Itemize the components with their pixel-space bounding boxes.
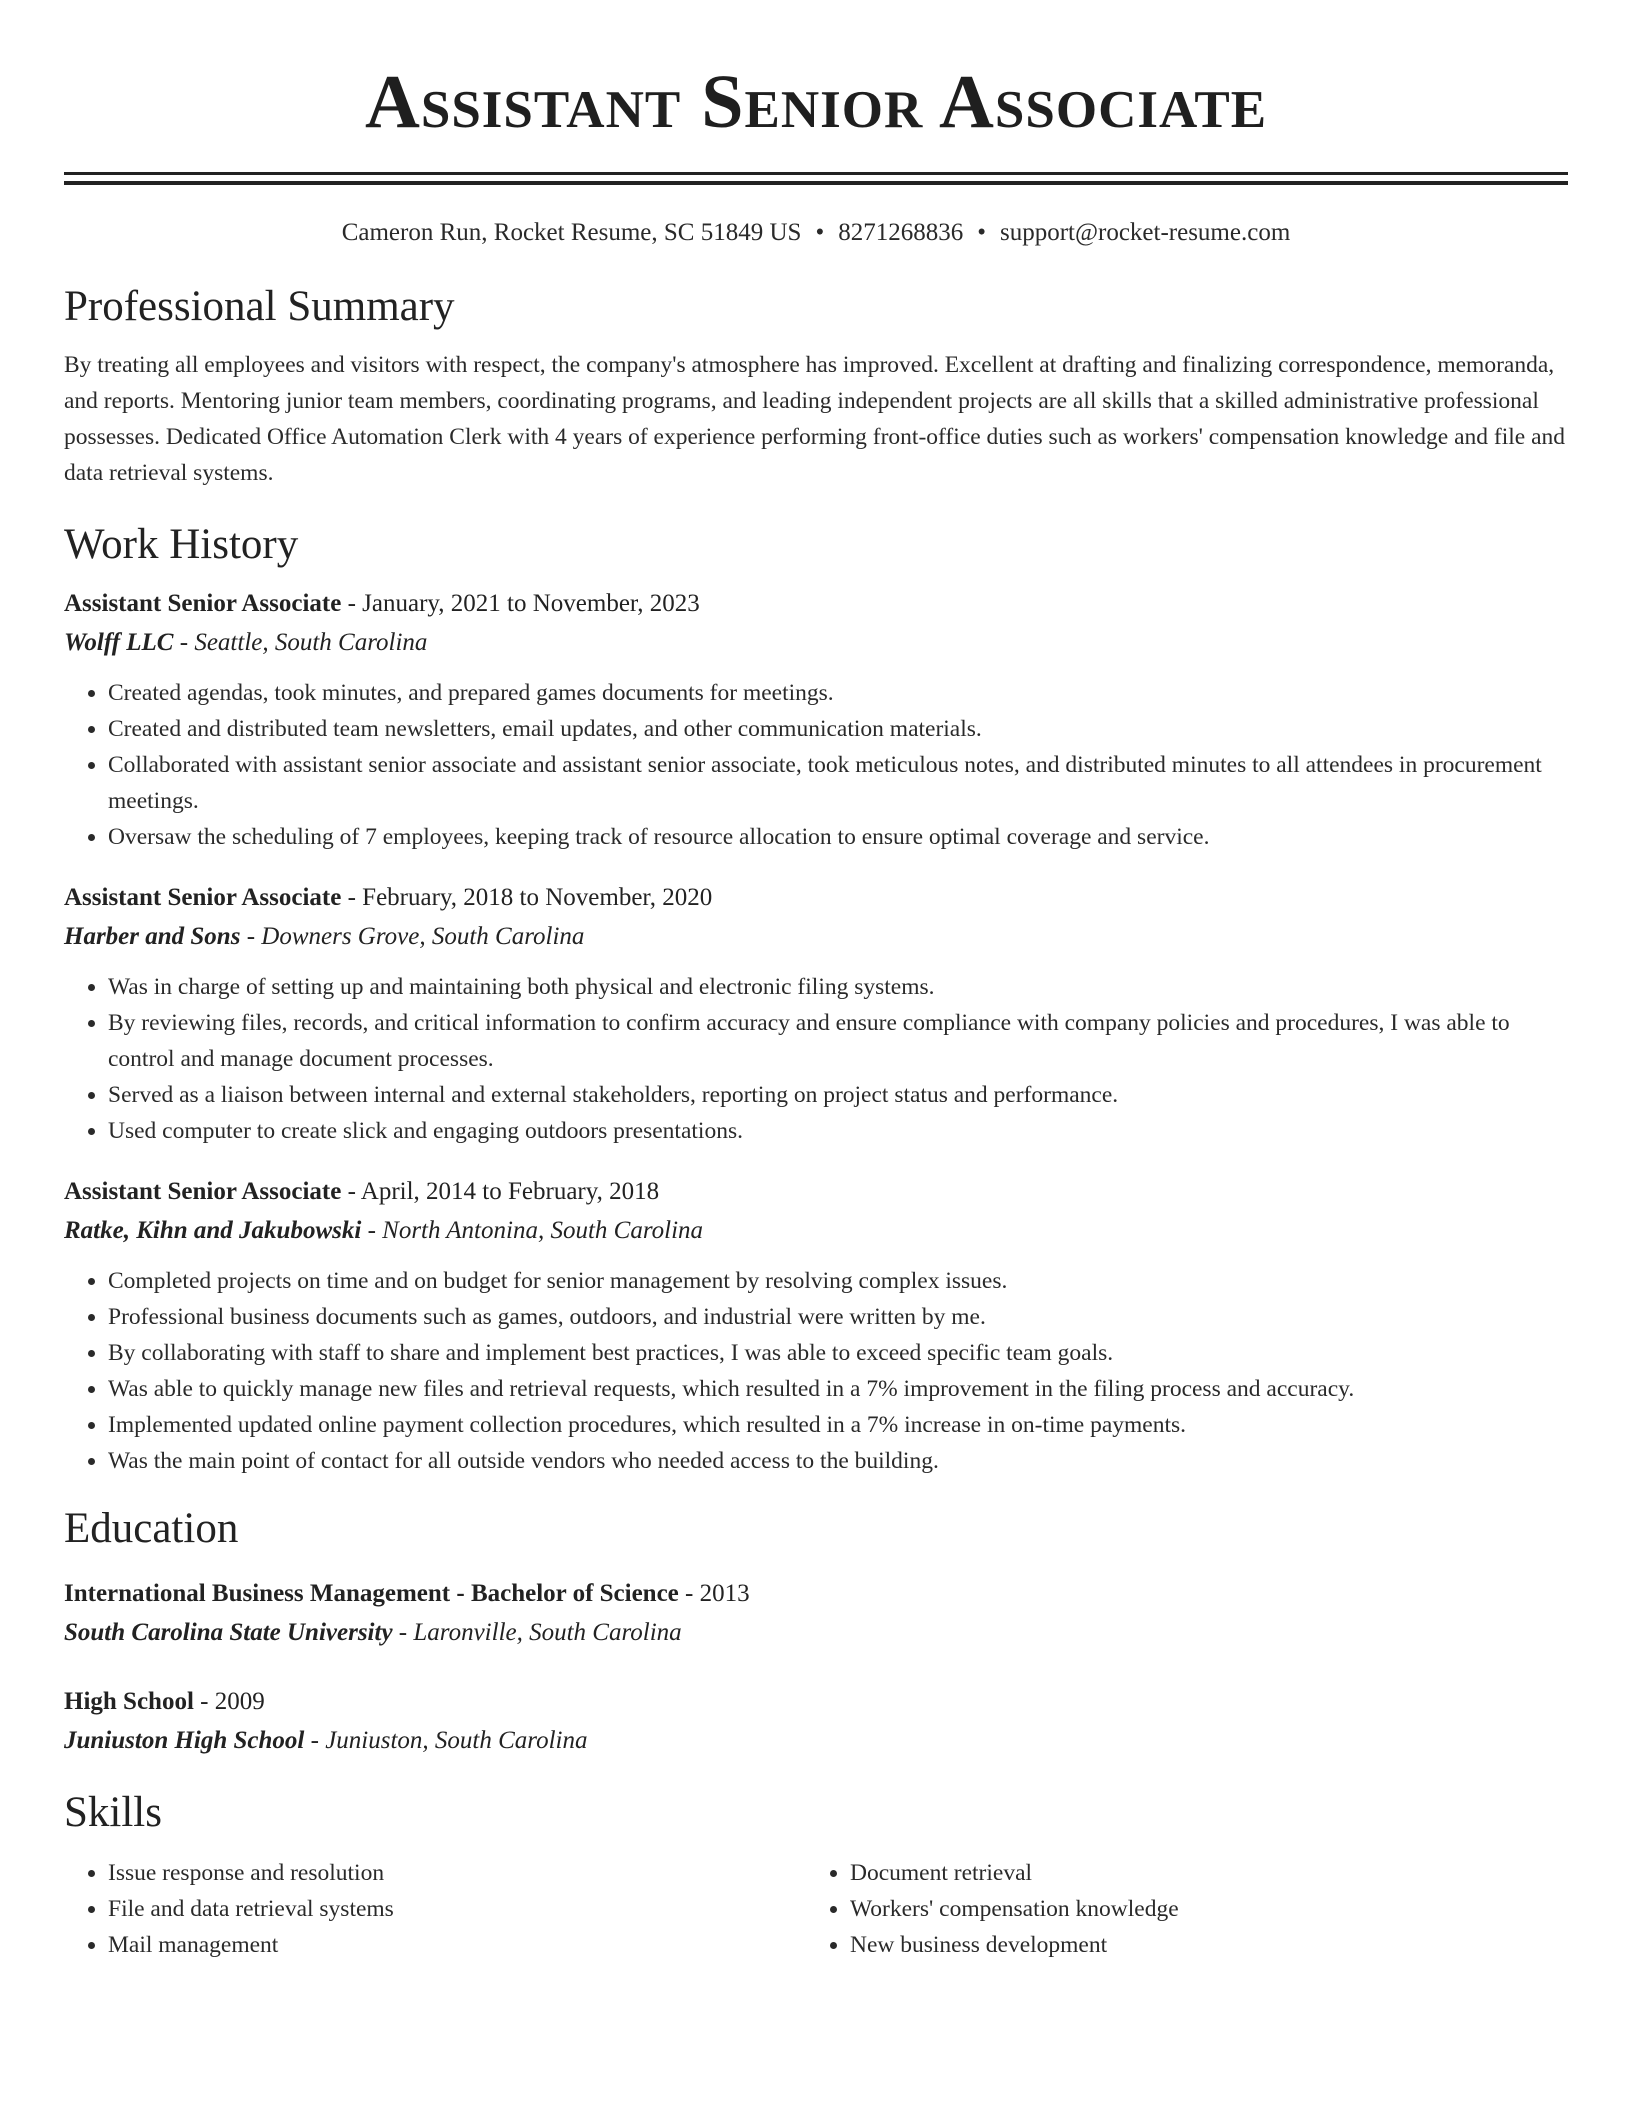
skills-column-right: [806, 1855, 1548, 1963]
skills-list: [64, 1855, 806, 1963]
contact-separator: •: [977, 219, 986, 246]
title-divider: [64, 172, 1568, 185]
school-line: [64, 1721, 1568, 1761]
degree-line: [64, 1683, 1568, 1721]
resume-title: Assistant Senior Associate: [364, 60, 1268, 144]
contact-email: support@rocket-resume.com: [999, 219, 1291, 246]
job-title-line: [64, 585, 1568, 623]
company-name: Harber and Sons: [64, 923, 241, 950]
skills-heading: Skills: [64, 1789, 162, 1836]
degree-name: High School: [64, 1688, 194, 1715]
skill-item: • Issue response and resolution: [108, 1855, 806, 1891]
job-bullet: • Implemented updated online payment collection procedures, which resulted in a 7% increase in on-time payments.: [108, 1407, 1568, 1443]
skill-item: • File and data retrieval systems: [108, 1891, 806, 1927]
job-bullet: • Created agendas, took minutes, and prepared games documents for meetings.: [108, 675, 1568, 711]
company-line: [64, 1211, 1568, 1251]
job-entry: [64, 879, 1568, 1149]
contact-line: [64, 213, 1568, 253]
degree-line: [64, 1575, 1568, 1613]
education-entry: [64, 1575, 1568, 1653]
company-name: Wolff LLC: [64, 629, 174, 656]
summary-heading: Professional Summary: [64, 283, 455, 330]
job-bullet: • By reviewing files, records, and critical information to confirm accuracy and ensure compliance with company policies and procedures, I was able to control and manage document processes.: [108, 1005, 1568, 1077]
skill-item: • New business development: [850, 1927, 1548, 1963]
skills-list: [806, 1855, 1548, 1963]
school-line: [64, 1613, 1568, 1653]
school-location: - Laronville, South Carolina: [392, 1619, 682, 1646]
job-bullet: • Used computer to create slick and engaging outdoors presentations.: [108, 1113, 1568, 1149]
job-bullet: • Professional business documents such as games, outdoors, and industrial were written by me.: [108, 1299, 1568, 1335]
graduation-year: - 2013: [678, 1580, 750, 1607]
education-entry: [64, 1683, 1568, 1761]
job-bullet: • Served as a liaison between internal and external stakeholders, reporting on project status and performance.: [108, 1077, 1568, 1113]
contact-phone: 8271268836: [838, 219, 964, 246]
job-bullet: • By collaborating with staff to share and implement best practices, I was able to exceed specific team goals.: [108, 1335, 1568, 1371]
skill-item: • Document retrieval: [850, 1855, 1548, 1891]
company-location: - Downers Grove, South Carolina: [240, 923, 585, 950]
graduation-year: - 2009: [193, 1688, 265, 1715]
job-dates: - April, 2014 to February, 2018: [341, 1178, 660, 1205]
contact-address: Cameron Run, Rocket Resume, SC 51849 US: [341, 219, 802, 246]
company-name: Ratke, Kihn and Jakubowski: [64, 1217, 362, 1244]
skill-item: • Mail management: [108, 1927, 806, 1963]
school-name: Juniuston High School: [64, 1727, 305, 1754]
skills-grid: [64, 1855, 1568, 1963]
summary-text: By treating all employees and visitors with respect, the company's atmosphere has improved. Excellent at drafting and finalizing correspondence, memoranda, and reports. Mentoring junior team members, coordinating programs, and leading independent projects are all skills that a skilled administrative professional possesses. Dedicated Office Automation Clerk with 4 years of experience performing front-office duties such as workers' compensation knowledge and file and data retrieval systems.: [64, 352, 1566, 486]
job-title: Assistant Senior Associate: [64, 590, 342, 617]
contact-separator: •: [815, 219, 825, 246]
skill-item: • Workers' compensation knowledge: [850, 1891, 1548, 1927]
job-title: Assistant Senior Associate: [64, 1178, 342, 1205]
job-bullet: • Was the main point of contact for all outside vendors who needed access to the building.: [108, 1443, 1568, 1479]
education-heading: Education: [64, 1505, 239, 1552]
job-title: Assistant Senior Associate: [64, 884, 342, 911]
company-location: - Seattle, South Carolina: [173, 629, 428, 656]
job-dates: - January, 2021 to November, 2023: [341, 590, 700, 617]
school-name: South Carolina State University: [64, 1619, 393, 1646]
company-location: - North Antonina, South Carolina: [361, 1217, 704, 1244]
job-bullet: • Was able to quickly manage new files and retrieval requests, which resulted in a 7% improvement in the filing process and accuracy.: [108, 1371, 1568, 1407]
company-line: [64, 917, 1568, 957]
company-line: [64, 623, 1568, 663]
job-dates: - February, 2018 to November, 2020: [341, 884, 713, 911]
job-bullets: [64, 675, 1568, 855]
degree-name: International Business Management - Bachelor of Science: [64, 1580, 679, 1607]
job-entry: [64, 585, 1568, 855]
job-bullet: • Created and distributed team newsletters, email updates, and other communication materials.: [108, 711, 1568, 747]
job-bullet: • Collaborated with assistant senior associate and assistant senior associate, took meticulous notes, and distributed minutes to all attendees in procurement meetings.: [108, 747, 1568, 819]
job-entry: [64, 1173, 1568, 1479]
job-bullets: [64, 969, 1568, 1149]
job-title-line: [64, 1173, 1568, 1211]
school-location: - Juniuston, South Carolina: [304, 1727, 588, 1754]
job-bullet: • Oversaw the scheduling of 7 employees, keeping track of resource allocation to ensure optimal coverage and service.: [108, 819, 1568, 855]
work-history-heading: Work History: [64, 521, 299, 568]
job-title-line: [64, 879, 1568, 917]
job-bullets: [64, 1263, 1568, 1479]
skills-column-left: [64, 1855, 806, 1963]
job-bullet: • Was in charge of setting up and maintaining both physical and electronic filing systems.: [108, 969, 1568, 1005]
job-bullet: • Completed projects on time and on budget for senior management by resolving complex issues.: [108, 1263, 1568, 1299]
